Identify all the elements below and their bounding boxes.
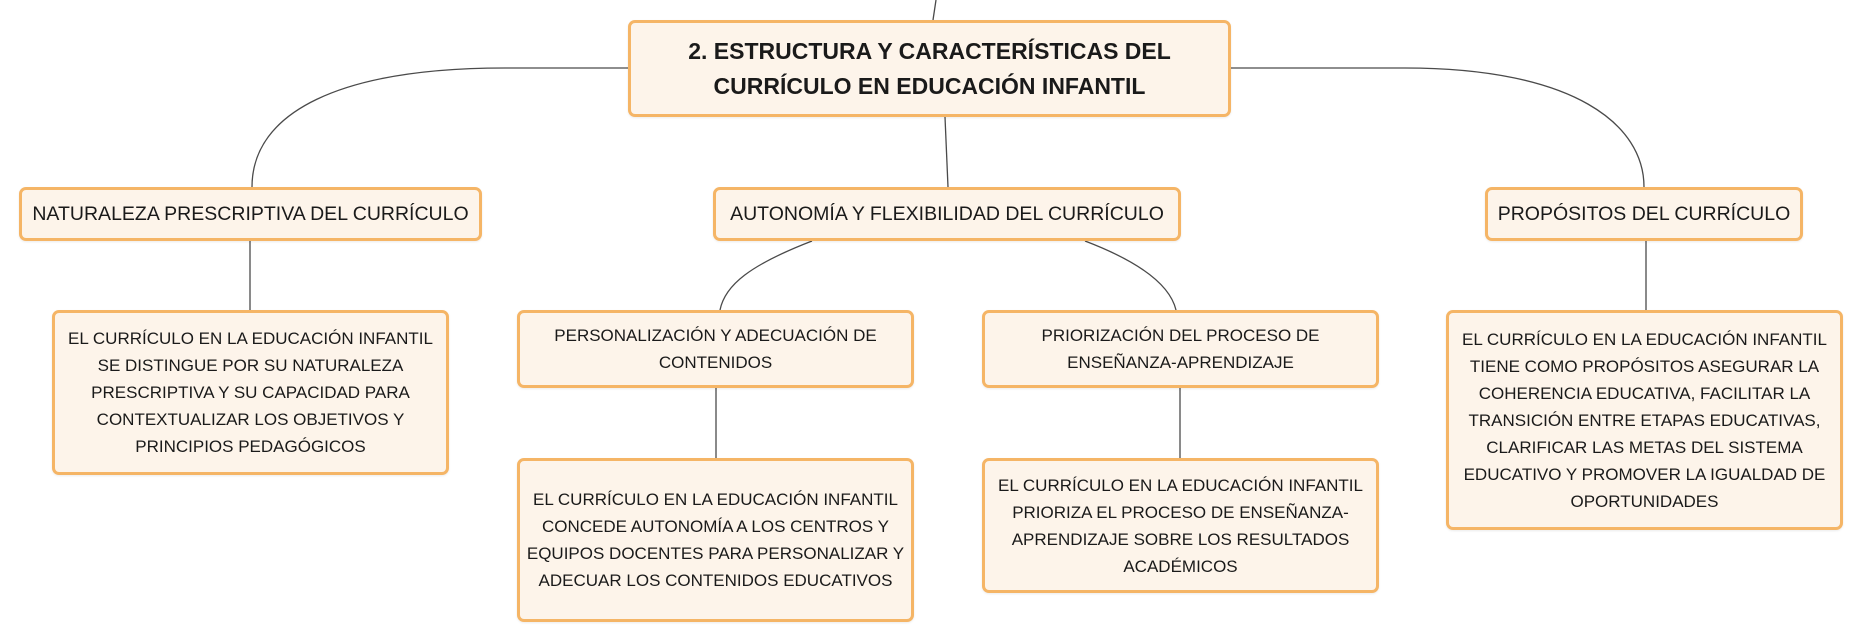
detail-text: EL CURRÍCULO EN LA EDUCACIÓN INFANTIL CONCEDE AUTONOMÍA A LOS CENTROS Y EQUIPOS DOCENTES PARA PERSONALIZAR Y ADECUAR LOS CONTENIDOS EDUCATIVOS (526, 490, 905, 590)
subtopic-label: PERSONALIZACIÓN Y ADECUACIÓN DE CONTENIDOS (554, 326, 877, 372)
detail-text: EL CURRÍCULO EN LA EDUCACIÓN INFANTIL PRIORIZA EL PROCESO DE ENSEÑANZA-APRENDIZAJE SOBRE LOS RESULTADOS ACADÉMICOS (998, 475, 1363, 576)
connector-root-parent (933, 0, 936, 20)
detail-propositos[interactable] (1446, 310, 1843, 530)
topic-label: AUTONOMÍA Y FLEXIBILIDAD DEL CURRÍCULO (730, 203, 1164, 225)
connector-root-autonomia (945, 117, 948, 187)
root-topic-label: 2. ESTRUCTURA Y CARACTERÍSTICAS DEL CURRÍCULO EN EDUCACIÓN INFANTIL (688, 37, 1171, 99)
subtopic-priorizacion[interactable] (982, 310, 1379, 388)
topic-propositos[interactable] (1485, 187, 1803, 241)
detail-priorizacion[interactable] (982, 458, 1379, 593)
connector-autonomia-priorizacion (1085, 241, 1176, 310)
detail-text: EL CURRÍCULO EN LA EDUCACIÓN INFANTIL TIENE COMO PROPÓSITOS ASEGURAR LA COHERENCIA EDUCATIVA, FACILITAR LA TRANSICIÓN ENTRE ETAPAS EDUCATIVAS, CLARIFICAR LAS METAS DEL SISTEMA EDUCATIVO Y PROMOVER LA IGUALDAD DE OPORTUNIDADES (1462, 329, 1827, 511)
detail-personalizacion[interactable] (517, 458, 914, 622)
detail-naturaleza-prescriptiva[interactable] (52, 310, 449, 475)
connector-root-propositos (1231, 68, 1644, 187)
topic-autonomia-flexibilidad[interactable] (713, 187, 1181, 241)
connector-autonomia-personalizacion (720, 241, 812, 310)
subtopic-label: PRIORIZACIÓN DEL PROCESO DE ENSEÑANZA-APRENDIZAJE (1041, 326, 1320, 372)
topic-label: NATURALEZA PRESCRIPTIVA DEL CURRÍCULO (32, 203, 469, 225)
topic-naturaleza-prescriptiva[interactable] (19, 187, 482, 241)
subtopic-personalizacion[interactable] (517, 310, 914, 388)
root-topic[interactable] (628, 20, 1231, 117)
detail-text: EL CURRÍCULO EN LA EDUCACIÓN INFANTIL SE DISTINGUE POR SU NATURALEZA PRESCRIPTIVA Y SU CAPACIDAD PARA CONTEXTUALIZAR LOS OBJETIVOS Y PRINCIPIOS PEDAGÓGICOS (68, 329, 433, 456)
connector-root-naturaleza (252, 68, 628, 187)
topic-label: PROPÓSITOS DEL CURRÍCULO (1497, 203, 1791, 225)
